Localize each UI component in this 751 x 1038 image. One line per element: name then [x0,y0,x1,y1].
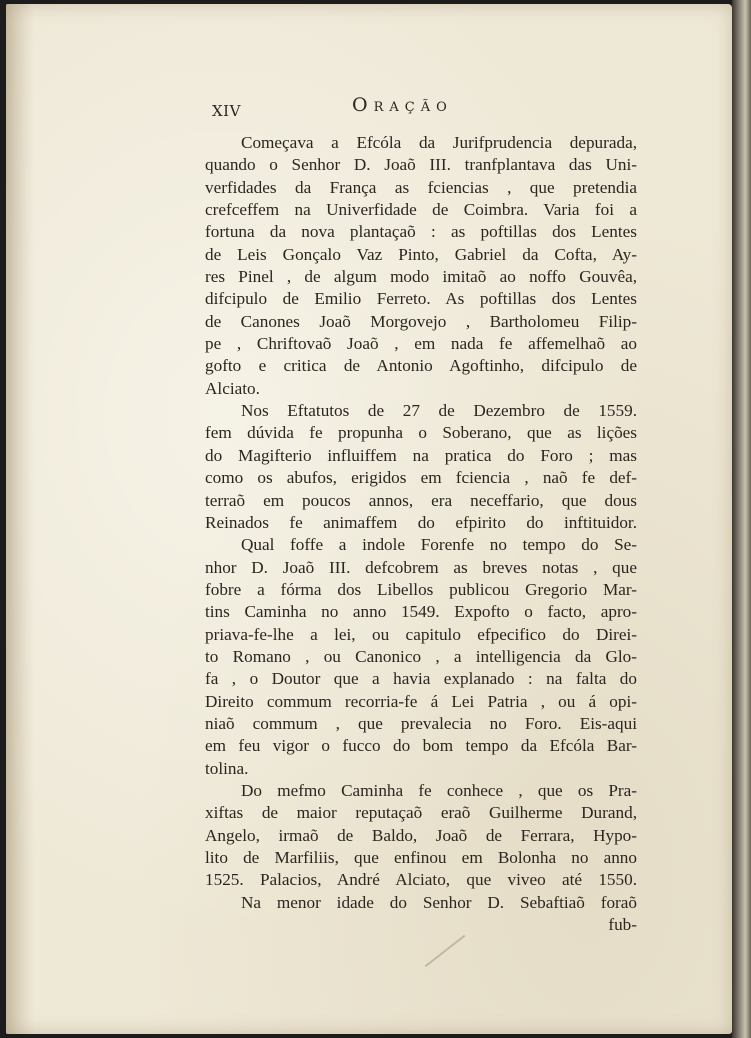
text-line: crefceffem na Univerfidade de Coimbra. Varia foi a [205,200,637,220]
text-line: res Pinel , de algum modo imitaõ ao noffo Gouvêa, [205,267,637,287]
text-line: tins Caminha no anno 1549. Expofto o facto, apro- [205,602,637,622]
text-line: nhor D. Joaõ III. defcobrem as breves notas , que [205,557,637,577]
text-line: Nos Eftatutos de 27 de Dezembro de 1559. [241,401,637,421]
text-line: fortuna da nova plantaçaõ : as poftillas dos Lentes [205,222,637,242]
running-title: Oração [352,94,453,116]
text-line: fa , o Doutor que a havia explanado : na falta do [205,669,637,689]
text-line: Qual foffe a indole Forenfe no tempo do Se- [241,535,637,555]
text-line: Angelo, irmaõ de Baldo, Joaõ de Ferrara, Hypo- [205,825,637,845]
text-line: xiftas de maior reputaçaõ eraõ Guilherme Durand, [205,803,637,823]
text-line: pe , Chriftovaõ Joaõ , em nada fe affemelhaõ ao [205,334,637,354]
text-line: difcipulo de Emilio Ferreto. As poftillas dos Lentes [205,289,637,309]
catchword: fub- [608,915,637,935]
text-line: 1525. Palacios, André Alciato, que viveo até 1550. [205,870,637,890]
page-number: XIV [212,102,241,120]
text-line: verfidades da França as fciencias , que pretendia [205,177,637,197]
text-line: niaõ commum , que prevalecia no Foro. Eis-aqui [205,713,637,733]
text-line: como os abufos, erigidos em fciencia , naõ fe def- [205,468,637,488]
text-line: Direito commum recorria-fe á Lei Patria , ou á opi- [205,691,637,711]
text-line: to Romano , ou Canonico , a intelligencia da Glo- [205,646,637,666]
gutter-shadow [6,4,34,1034]
text-line: Começava a Efcóla da Jurifprudencia depurada, [241,133,637,152]
text-line: em feu vigor o fucco do bom tempo da Efcóla Bar- [205,736,637,756]
text-line: gofto e critica de Antonio Agoftinho, difcipulo de [205,356,637,376]
page-header [212,94,512,124]
text-line: de Canones Joaõ Morgovejo , Bartholomeu Filip- [205,311,637,331]
text-line: Alciato. [205,378,260,398]
text-line: tolina. [205,758,249,778]
text-line: de Leis Gonçalo Vaz Pinto, Gabriel da Cofta, Ay- [205,244,637,264]
text-line: priava-fe-lhe a lei, ou capitulo efpecifico do Direi- [205,624,637,644]
text-line: lito de Marfiliis, que enfinou em Bolonha no anno [205,848,637,867]
text-line: Do mefmo Caminha fe conhece , que os Pra- [241,780,637,800]
text-line: fobre a fórma dos Libellos publicou Gregorio Mar- [205,579,637,599]
text-line: Reinados fe animaffem do efpirito do inftituidor. [205,512,637,532]
text-line: fem dúvida fe propunha o Soberano, que as lições [205,423,637,443]
text-line: terraõ em poucos annos, era neceffario, que dous [205,490,637,510]
text-line: quando o Senhor D. Joaõ III. tranfplantava das Uni- [205,155,637,175]
next-page-edge [732,0,751,1038]
text-line: do Magifterio influiffem na pratica do Foro ; mas [205,445,637,465]
text-line: Na menor idade do Senhor D. Sebaftiaõ foraõ [241,892,637,912]
body-text [205,132,637,936]
